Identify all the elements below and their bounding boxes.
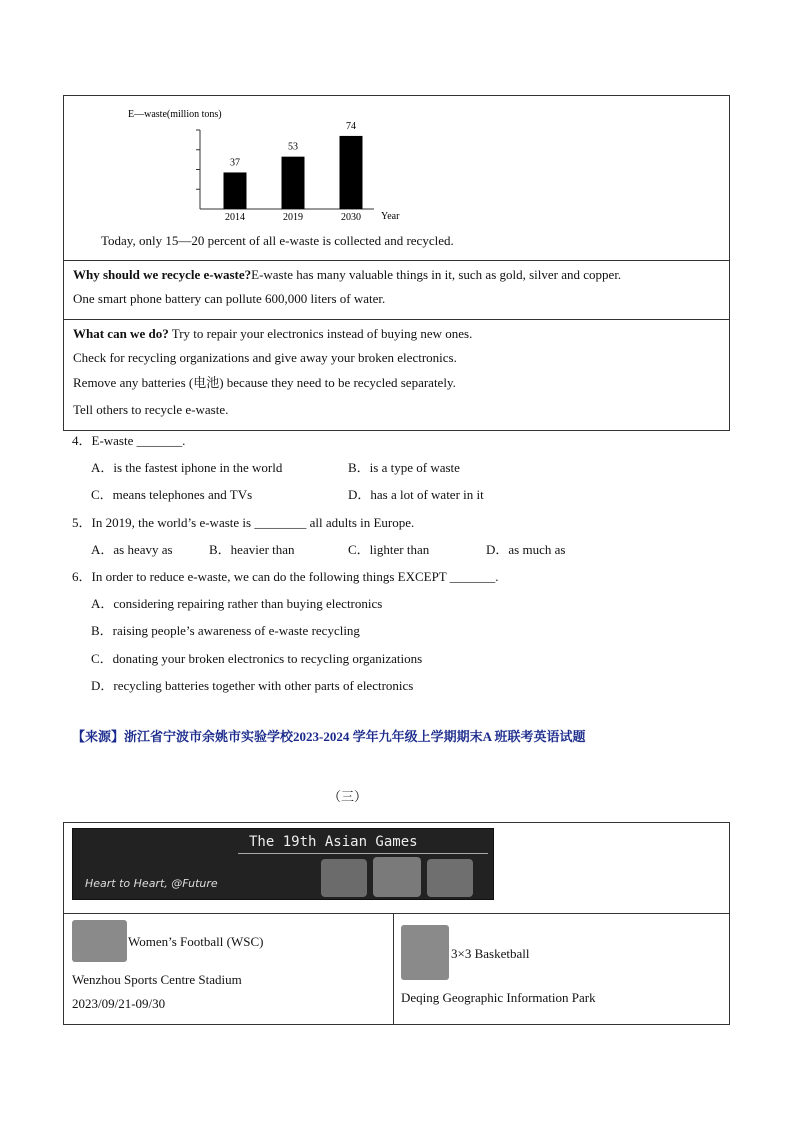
- q5-stem: 5．In 2019, the world’s e-waste is ________ all adults in Europe.: [72, 515, 415, 530]
- chart-xlabel: Year: [381, 211, 400, 222]
- mascot-image-3: [427, 859, 473, 897]
- q5-option-b[interactable]: B．heavier than: [209, 542, 295, 557]
- q6-option-a[interactable]: A．considering repairing rather than buying electronics: [91, 596, 383, 611]
- banner-cell: [63, 822, 730, 914]
- banner-title-underline: [238, 853, 488, 854]
- what-line-1: What can we do? Try to repair your electronics instead of buying new ones.: [73, 326, 473, 341]
- venue-row: [63, 913, 730, 1025]
- chart-tick-label-2014: 2014: [225, 212, 245, 223]
- why-line-2: One smart phone battery can pollute 600,000 liters of water.: [73, 291, 386, 306]
- q4-option-a[interactable]: A．is the fastest iphone in the world: [91, 460, 283, 475]
- q4-option-c[interactable]: C．means telephones and TVs: [91, 487, 253, 502]
- mascot-image-2: [373, 857, 421, 897]
- left-date: 2023/09/21-09/30: [72, 996, 166, 1011]
- q5-option-c[interactable]: C．lighter than: [348, 542, 430, 557]
- chart-tick-label-2019: 2019: [283, 212, 303, 223]
- q6-option-b[interactable]: B．raising people’s awareness of e-waste recycling: [91, 623, 360, 638]
- what-line-2: Check for recycling organizations and give away your broken electronics.: [73, 350, 457, 365]
- chart-bar-2014: [224, 172, 247, 209]
- q5-option-d[interactable]: D．as much as: [486, 542, 566, 557]
- section-label: （三）: [328, 789, 368, 804]
- why-line-1: Why should we recycle e-waste?E-waste has many valuable things in it, such as gold, silver and copper.: [73, 267, 622, 282]
- q6-option-c[interactable]: C．donating your broken electronics to recycling organizations: [91, 651, 423, 666]
- what-cell: [63, 319, 730, 431]
- what-line-3: Remove any batteries (电池) because they need to be recycled separately.: [73, 375, 456, 390]
- chart-value-label-2030: 74: [346, 120, 356, 132]
- what-line-4: Tell others to recycle e-waste.: [73, 402, 229, 417]
- left-venue: Wenzhou Sports Centre Stadium: [72, 972, 242, 987]
- chart-value-label-2014: 37: [230, 157, 240, 169]
- chart-cell: [63, 95, 730, 261]
- right-venue: Deqing Geographic Information Park: [401, 990, 596, 1005]
- chart-caption: Today, only 15—20 percent of all e-waste is collected and recycled.: [101, 233, 454, 248]
- q6-option-d[interactable]: D．recycling batteries together with other parts of electronics: [91, 678, 414, 693]
- chart-bar-2030: [340, 136, 363, 209]
- q4-stem: 4．E-waste _______.: [72, 433, 186, 448]
- chart-bar-2019: [282, 157, 305, 209]
- source-line: 【来源】浙江省宁波市余姚市实验学校2023-2024 学年九年级上学期期末A 班联考英语试题: [72, 729, 586, 744]
- q5-option-a[interactable]: A．as heavy as: [91, 542, 173, 557]
- what-heading: What can we do?: [73, 326, 169, 341]
- banner-title: The 19th Asian Games: [249, 834, 418, 850]
- chart-value-label-2019: 53: [288, 141, 298, 153]
- e-waste-bar-chart: [119, 96, 419, 224]
- basketball-mascot-image: [401, 925, 449, 980]
- chart-ylabel: E—waste(million tons): [128, 109, 222, 120]
- q4-option-b[interactable]: B．is a type of waste: [348, 460, 460, 475]
- mascot-image-1: [321, 859, 367, 897]
- venue-divider: [393, 914, 394, 1024]
- banner-slogan: Heart to Heart, @Future: [85, 877, 218, 890]
- chart-tick-label-2030: 2030: [341, 212, 361, 223]
- right-event: 3×3 Basketball: [451, 946, 530, 961]
- asian-games-banner: [72, 828, 494, 900]
- why-heading: Why should we recycle e-waste?: [73, 267, 252, 282]
- q6-stem: 6．In order to reduce e-waste, we can do the following things EXCEPT _______.: [72, 569, 499, 584]
- q4-option-d[interactable]: D．has a lot of water in it: [348, 487, 484, 502]
- left-event: Women’s Football (WSC): [128, 934, 264, 949]
- why-cell: [63, 260, 730, 320]
- football-mascot-image: [72, 920, 127, 962]
